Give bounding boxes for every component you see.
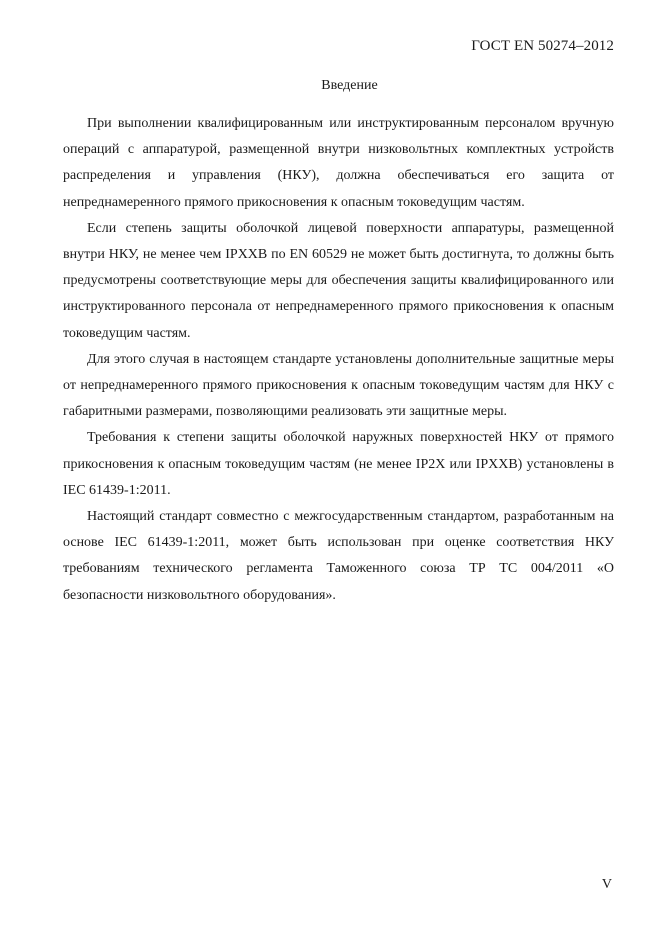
document-code: ГОСТ EN 50274–2012 bbox=[471, 38, 614, 54]
paragraph-1: При выполнении квалифицированным или инструктированным персоналом вручную операций с аппаратурой, размещенной внутри низковольтных комплектных устройств распределения и управления (НКУ), должна обеспечиваться его защита от непреднамеренного прямого прикосновения к опасным токоведущим частям. bbox=[63, 116, 614, 210]
paragraph-5: Настоящий стандарт совместно с межгосударственным стандартом, разработанным на основе IEC 61439-1:2011, может быть использован при оценке соответствия НКУ требованиям технического регламента Таможенного союза ТР ТС 004/2011 «О безопасности низковольтного оборудования». bbox=[63, 509, 614, 603]
paragraph-2: Если степень защиты оболочкой лицевой поверхности аппаратуры, размещенной внутри НКУ, не менее чем IPXXB по EN 60529 не может быть достигнута, то должны быть предусмотрены соответствующие меры для обеспечения защиты квалифицированного или инструктированного персонала от непреднамеренного прямого прикосновения к опасным токоведущим частям. bbox=[63, 220, 614, 341]
introduction-body bbox=[63, 111, 614, 609]
paragraph-4: Требования к степени защиты оболочкой наружных поверхностей НКУ от прямого прикосновения к опасным токоведущим частям (не менее IP2X или IPXXB) установлены в IEC 61439-1:2011. bbox=[63, 430, 614, 498]
section-title: Введение bbox=[321, 78, 378, 93]
paragraph-3: Для этого случая в настоящем стандарте установлены дополнительные защитные меры от непреднамеренного прямого прикосновения к опасным токоведущим частям для НКУ с габаритными размерами, позволяющими реализовать эти защитные меры. bbox=[63, 351, 614, 420]
page-number: V bbox=[601, 877, 612, 892]
